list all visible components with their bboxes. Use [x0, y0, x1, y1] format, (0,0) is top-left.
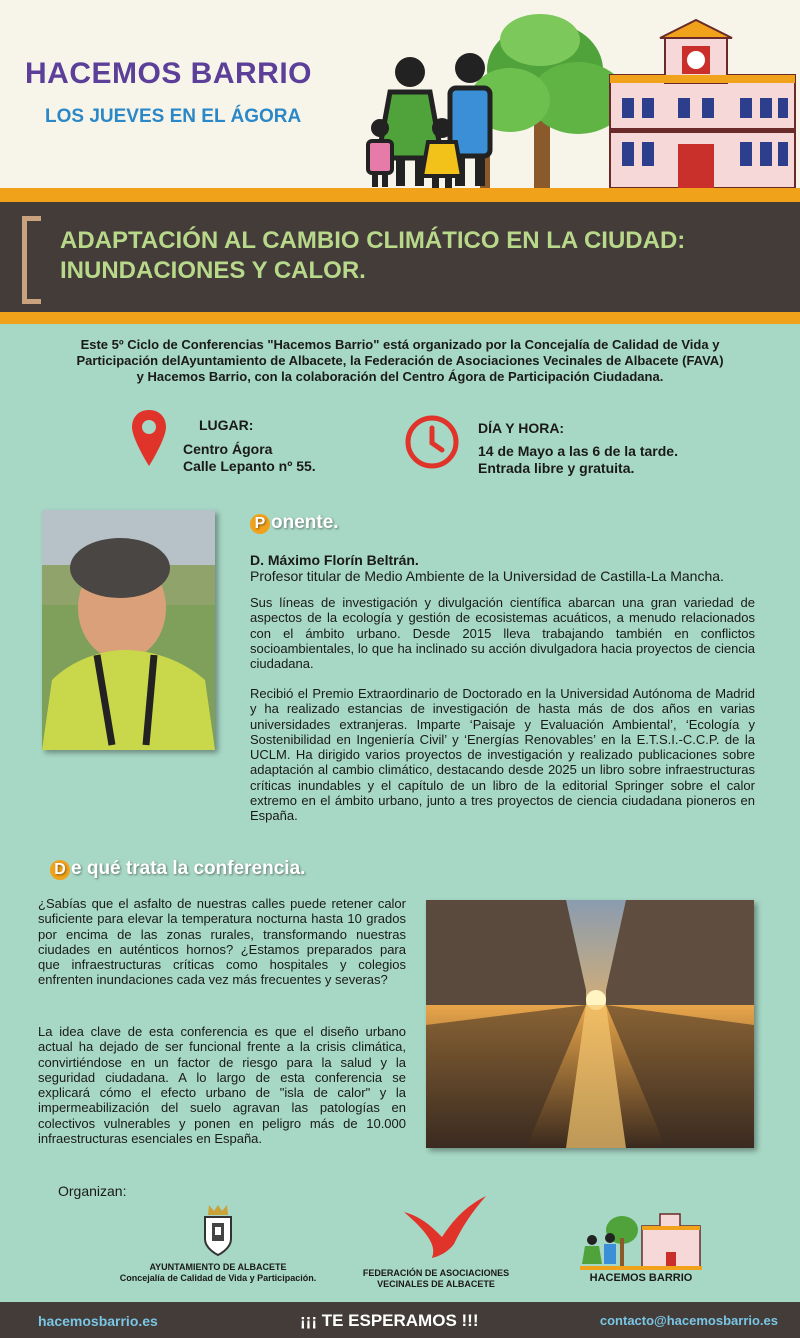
speaker-role: Profesor titular de Medio Ambiente de la Universidad de Castilla-La Mancha.	[250, 568, 724, 584]
speaker-section-heading	[250, 512, 339, 534]
footer-cta: ¡¡¡ TE ESPERAMOS !!!	[300, 1311, 479, 1330]
fava-bird-logo	[402, 1192, 488, 1260]
website-link[interactable]: hacemosbarrio.es	[38, 1313, 158, 1329]
ayuntamiento-crest-logo	[201, 1203, 235, 1257]
map-pin-icon	[130, 408, 168, 468]
location-line2: Calle Lepanto nº 55.	[183, 458, 316, 474]
organizers-label: Organizan:	[58, 1183, 127, 1199]
about-section-title: e qué trata la conferencia.	[71, 858, 306, 879]
header	[0, 0, 800, 188]
speaker-section-title: onente.	[271, 512, 339, 533]
speaker-section-initial: P	[250, 514, 270, 534]
about-paragraph-2: La idea clave de esta conferencia es que el diseño urbano actual ha dejado de ser funcional frente a la crisis climática, convirtiéndose en un factor de riesgo para la salud y la seguridad ciudadana. A lo largo de esta conferencia se explicará cómo el efecto urbano de "isla de calor" y la impermeabilización del suelo agravan las patologías en colectivos vulnerables y ponen en peligro más de 10.000 infraestructuras esenciales en España.	[38, 1024, 406, 1147]
hacemos-barrio-logo	[580, 1212, 702, 1270]
speaker-name: D. Máximo Florín Beltrán.	[250, 552, 419, 568]
footer	[0, 1302, 800, 1338]
intro-line3: y Hacemos Barrio, con la colaboración del Centro Ágora de Participación Ciudadana.	[136, 369, 664, 384]
speaker-photo	[42, 510, 215, 750]
flooded-street-photo	[426, 900, 754, 1148]
ayuntamiento-line1: AYUNTAMIENTO DE ALBACETE	[149, 1262, 287, 1272]
header-divider	[0, 188, 800, 202]
fava-line1: FEDERACIÓN DE ASOCIACIONES	[362, 1268, 510, 1278]
fava-line2: VECINALES DE ALBACETE	[377, 1279, 495, 1289]
location-label: LUGAR:	[199, 417, 254, 433]
intro-line2: Participación delAyuntamiento de Albacete, la Federación de Asociaciones Vecinales de Albacete (FAVA)	[76, 353, 724, 368]
ayuntamiento-line2: Concejalía de Calidad de Vida y Participación.	[119, 1273, 317, 1283]
fava-caption	[348, 1268, 524, 1290]
clock-icon	[404, 414, 460, 470]
location-line1: Centro Ágora	[183, 441, 273, 457]
family-trees-townhall-illustration	[360, 10, 800, 188]
location-details	[183, 441, 316, 475]
email-link[interactable]: contacto@hacemosbarrio.es	[599, 1313, 778, 1328]
datetime-details	[478, 443, 678, 477]
speaker-bio-2: Recibió el Premio Extraordinario de Doctorado en la Universidad Autónoma de Madrid y ha realizado estancias de investigación de hasta más de dos años en varias universidades extranjeras. Imparte ‘Paisaje y Evaluación Ambiental’, ‘Ecología y Sostenibilidad en Ingeniería Civil’ y ‘Energías Renovables’ en la E.T.S.I.-C.C.P. de la UCLM. Ha dirigido varios proyectos de investigación y realizado publicaciones sobre adaptación al cambio climático, destacando desde 2025 un libro sobre infraestructuras críticas inundables y el capítulo de un libro de la editorial Springer sobre el calor extremo en el ámbito urbano, junto a tres proyectos de ciencia ciudadana pioneros en España.	[250, 686, 755, 824]
event-title-line2: INUNDACIONES Y CALOR.	[60, 257, 366, 284]
intro-line1: Este 5º Ciclo de Conferencias "Hacemos Barrio" está organizado por la Concejalía de Calidad de Vida y	[80, 337, 720, 352]
datetime-line1: 14 de Mayo a las 6 de la tarde.	[478, 443, 678, 459]
title-divider	[0, 312, 800, 324]
hacemos-barrio-caption: HACEMOS BARRIO	[589, 1272, 693, 1284]
intro-text	[30, 337, 770, 385]
title-bracket	[22, 216, 41, 304]
about-section-initial: D	[50, 860, 70, 880]
about-paragraph-1: ¿Sabías que el asfalto de nuestras calles puede retener calor suficiente para elevar la temperatura nocturna hasta 10 grados por encima de las zonas rurales, transformando nuestras ciudades en auténticos hornos? ¿Estamos preparados para que infraestructuras críticas como hospitales y colegios enfrenten inundaciones cada vez más frecuentes y severas?	[38, 896, 406, 988]
brand-title: HACEMOS BARRIO	[25, 57, 313, 90]
brand-subtitle: LOS JUEVES EN EL ÁGORA	[45, 106, 302, 127]
event-title	[60, 226, 790, 286]
ayuntamiento-caption	[100, 1262, 336, 1284]
about-section-heading	[50, 858, 305, 880]
speaker-bio-1: Sus líneas de investigación y divulgación científica abarcan una gran variedad de aspectos de la ecología y gestión de ecosistemas acuáticos, a menudo relacionados con el ámbito urbano. Desde 2015 lleva trabajando también en conflictos socioambientales, lo que ha inclinado su acción divulgadora hacia proyectos de ciencia ciudadana.	[250, 595, 755, 672]
event-title-line1: ADAPTACIÓN AL CAMBIO CLIMÁTICO EN LA CIUDAD:	[60, 227, 686, 254]
datetime-line2: Entrada libre y gratuita.	[478, 460, 635, 476]
datetime-label: DÍA Y HORA:	[478, 420, 565, 436]
